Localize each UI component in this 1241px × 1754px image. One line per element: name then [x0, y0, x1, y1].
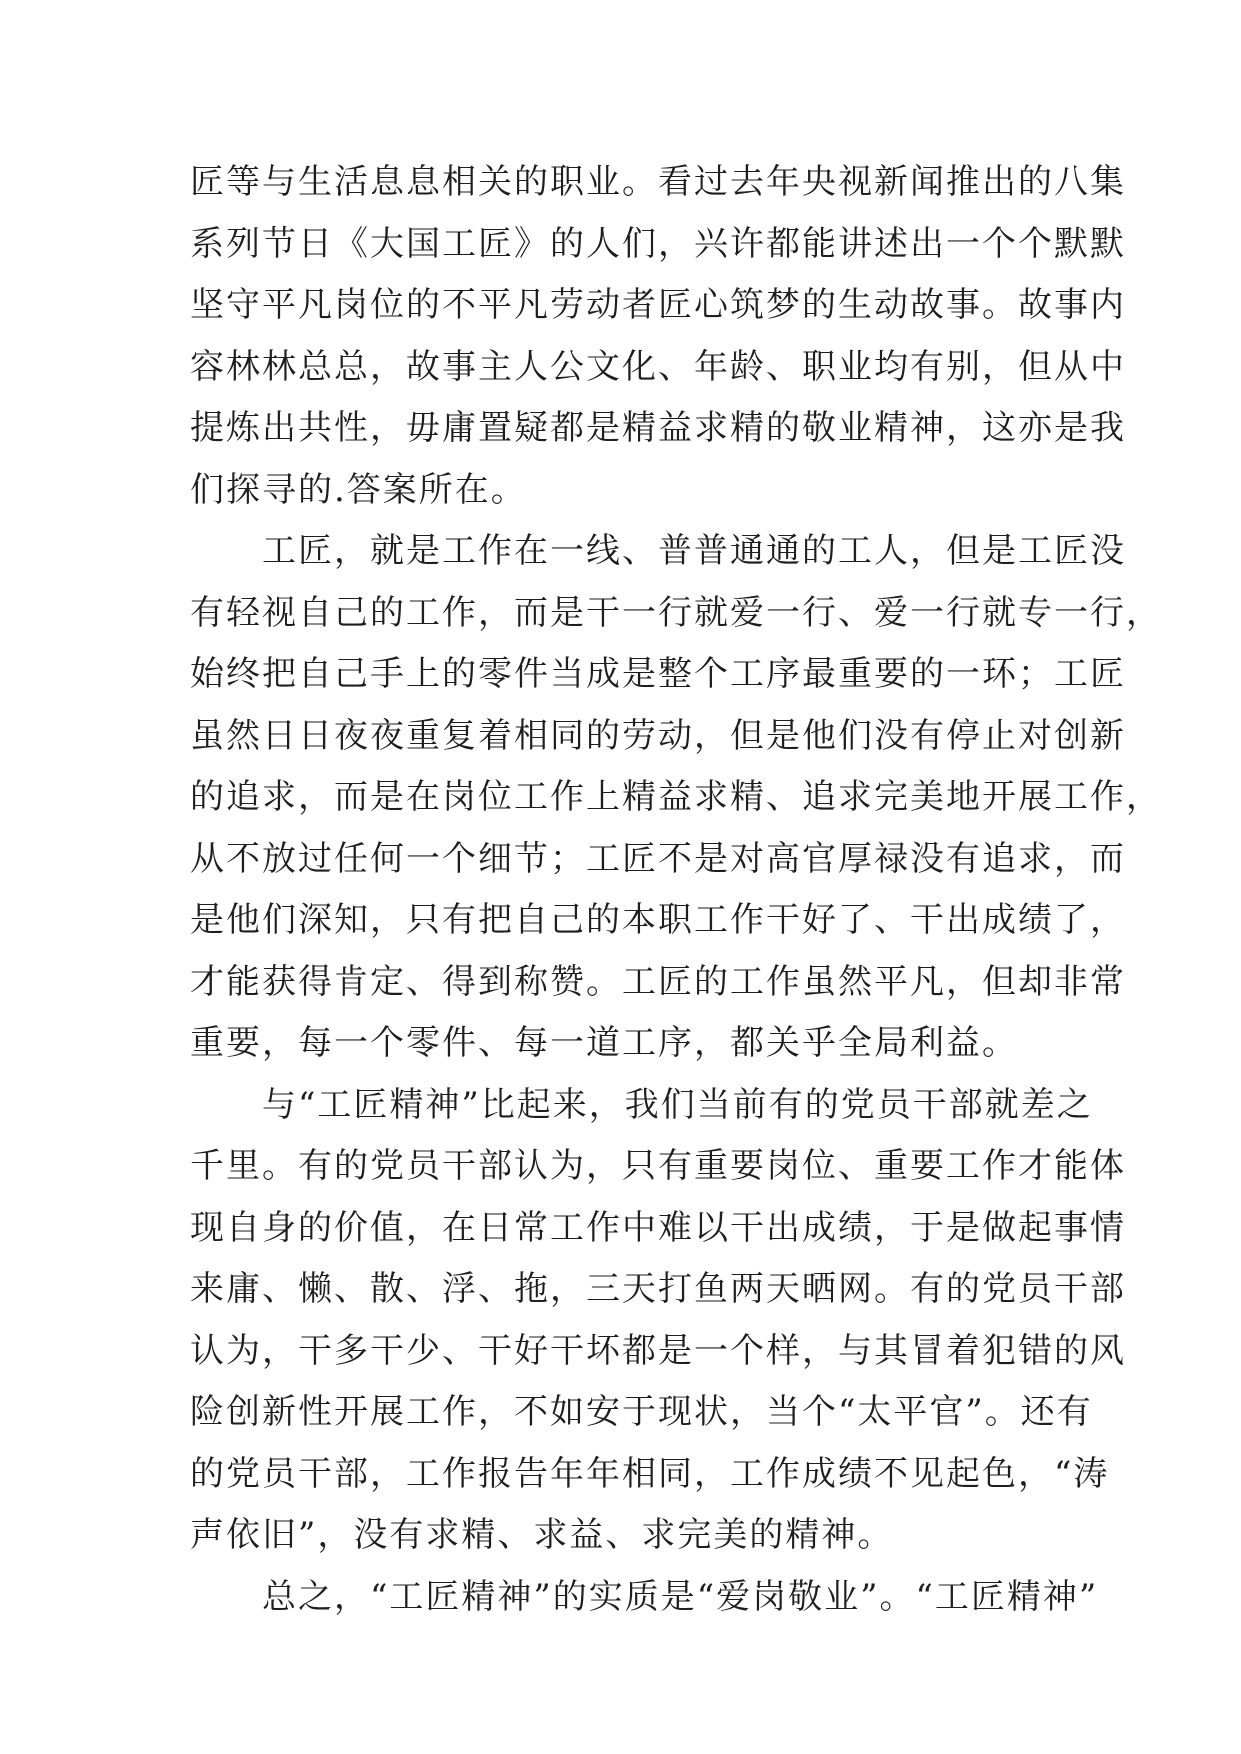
document-body — [190, 152, 1162, 1628]
text-line: 才能获得肯定、得到称赞。工匠的工作虽然平凡，但却非常 — [190, 961, 1126, 1002]
paragraph — [190, 521, 1162, 1075]
text-line: 容林林总总，故事主人公文化、年龄、职业均有别，但从中 — [190, 346, 1126, 387]
text-line: 是他们深知，只有把自己的本职工作干好了、干出成绩了， — [190, 900, 1126, 940]
text-line: 千里。有的党员干部认为，只有重要岗位、重要工作才能体 — [190, 1146, 1126, 1186]
text-line: 的党员干部，工作报告年年相同，工作成绩不见起色，“涛 — [190, 1453, 1110, 1494]
text-line: 有轻视自己的工作，而是干一行就爱一行、爱一行就专一行， — [190, 592, 1162, 633]
text-line: 总之，“工匠精神”的实质是“爱岗敬业”。“工匠精神” — [262, 1576, 1099, 1617]
text-line: 来庸、懒、散、浮、拖，三天打鱼两天晒网。有的党员干部 — [190, 1269, 1126, 1309]
text-line: 与“工匠精神”比起来，我们当前有的党员干部就差之 — [262, 1084, 1093, 1125]
text-line: 始终把自己手上的零件当成是整个工序最重要的一环；工匠 — [190, 654, 1126, 694]
paragraph — [190, 1567, 1099, 1629]
text-line: 坚守平凡岗位的不平凡劳动者匠心筑梦的生动故事。故事内 — [190, 285, 1126, 325]
text-line: 现自身的价值，在日常工作中难以干出成绩，于是做起事情 — [190, 1207, 1126, 1248]
text-line: 系列节日《大国工匠》的人们，兴许都能讲述出一个个默默 — [190, 223, 1126, 264]
text-line: 声依旧”，没有求精、求益、求完美的精神。 — [190, 1515, 894, 1555]
text-line: 匠等与生活息息相关的职业。看过去年央视新闻推出的八集 — [190, 162, 1126, 202]
text-line: 重要，每一个零件、每一道工序，都关乎全局利益。 — [190, 1023, 1018, 1063]
text-line: 从不放过任何一个细节；工匠不是对高官厚禄没有追求，而 — [190, 838, 1126, 879]
paragraph — [190, 1075, 1126, 1567]
text-line: 认为，干多干少、干好干坏都是一个样，与其冒着犯错的风 — [190, 1330, 1126, 1371]
text-line: 虽然日日夜夜重复着相同的劳动，但是他们没有停止对创新 — [190, 715, 1126, 756]
text-line: 提炼出共性，毋庸置疑都是精益求精的敬业精神，这亦是我 — [190, 408, 1126, 448]
text-line: 工匠，就是工作在一线、普普通通的工人，但是工匠没 — [262, 531, 1126, 571]
paragraph — [190, 152, 1126, 521]
text-line: 险创新性开展工作，不如安于现状，当个“太平官”。还有 — [190, 1392, 1093, 1432]
text-line: 们探寻的.答案所在。 — [190, 469, 527, 510]
text-line: 的追求，而是在岗位工作上精益求精、追求完美地开展工作， — [190, 777, 1162, 817]
